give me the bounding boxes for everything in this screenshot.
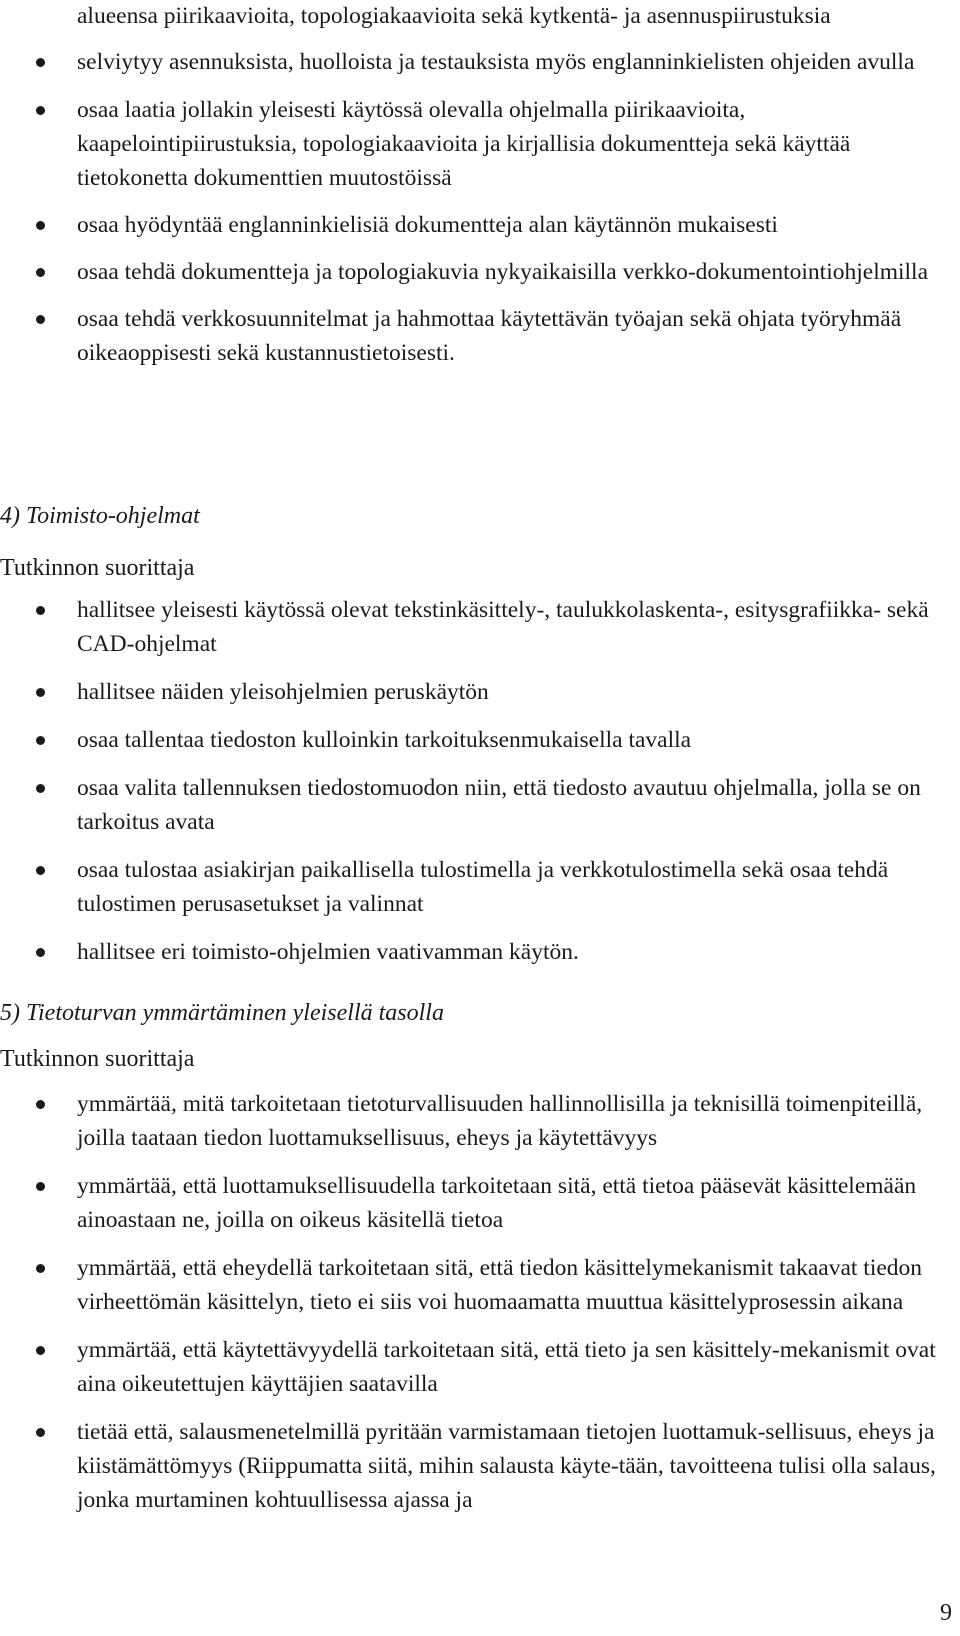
bullet-icon (36, 106, 45, 115)
bullet-icon (36, 221, 45, 230)
list-item (0, 1169, 945, 1237)
section-4-bullet-list (0, 593, 945, 969)
section-5-bullet-list (0, 1087, 945, 1517)
bullet-icon (36, 688, 45, 697)
list-item (0, 723, 945, 757)
list-item-text: osaa valita tallennuksen tiedostomuodon niin, että tiedosto avautuu ohjelmalla, jolla se on tarkoitus avata (77, 775, 921, 835)
list-item-text: osaa tehdä verkkosuunnitelmat ja hahmottaa käytettävän työajan sekä ohjata työryhmää oikeaoppisesti sekä kustannustietoisesti. (77, 306, 902, 366)
bullet-icon (36, 1428, 45, 1437)
list-item-text: selviytyy asennuksista, huolloista ja testauksista myös englanninkielisten ohjeiden avulla (77, 49, 915, 75)
list-item (0, 0, 945, 33)
bullet-icon (36, 1346, 45, 1355)
bullet-icon (36, 1100, 45, 1109)
list-item (0, 255, 945, 289)
bullet-icon (36, 866, 45, 875)
bullet-icon (36, 606, 45, 615)
list-item-text: hallitsee yleisesti käytössä olevat tekstinkäsittely-, taulukkolaskenta-, esitysgrafiikka- sekä CAD-ohjelmat (77, 597, 929, 657)
bullet-icon (36, 315, 45, 324)
list-item (0, 93, 945, 195)
list-item (0, 1087, 945, 1155)
list-item-text: tietää että, salausmenetelmillä pyritään varmistamaan tietojen luottamuk-sellisuus, eheys ja kiistämättömyys (Riippumatta siitä, mihin salausta käyte-tään, tavoitteena tulisi olla salaus, jonka murtaminen kohtuullisessa ajassa ja (77, 1419, 936, 1513)
bullet-icon (36, 58, 45, 67)
list-item (0, 593, 945, 661)
list-item (0, 1333, 945, 1401)
list-item-text: ymmärtää, että käytettävyydellä tarkoitetaan sitä, että tieto ja sen käsittely-mekanismit ovat aina oikeutettujen käyttäjien saatavilla (77, 1337, 936, 1397)
list-item-text: hallitsee eri toimisto-ohjelmien vaativamman käytön. (77, 939, 579, 965)
list-item (0, 1251, 945, 1319)
list-item-text: osaa tulostaa asiakirjan paikallisella tulostimella ja verkkotulostimella sekä osaa tehdä tulostimen perusasetukset ja valinnat (77, 857, 889, 917)
list-item-text: osaa hyödyntää englanninkielisiä dokumentteja alan käytännön mukaisesti (77, 212, 778, 238)
list-item-text: ymmärtää, että luottamuksellisuudella tarkoitetaan sitä, että tietoa pääsevät käsittelemään ainoastaan ne, joilla on oikeus käsitellä tietoa (77, 1173, 917, 1233)
section-5-subheading: Tutkinnon suorittaja (0, 1046, 195, 1072)
list-item-text: osaa tehdä dokumentteja ja topologiakuvia nykyaikaisilla verkko-dokumentointiohjelmilla (77, 259, 929, 285)
list-item (0, 935, 945, 969)
list-item (0, 45, 945, 79)
bullet-icon (36, 784, 45, 793)
section-4-heading: 4) Toimisto-ohjelmat (0, 503, 200, 529)
list-item (0, 302, 945, 370)
list-item (0, 675, 945, 709)
continued-bullet-list (0, 0, 945, 370)
bullet-icon (36, 268, 45, 277)
list-item (0, 1415, 945, 1517)
section-4-subheading: Tutkinnon suorittaja (0, 555, 195, 581)
bullet-icon (36, 1264, 45, 1273)
list-item-text: ymmärtää, mitä tarkoitetaan tietoturvallisuuden hallinnollisilla ja teknisillä toimenpiteillä, joilla taataan tiedon luottamuksellisuus, eheys ja käytettävyys (77, 1091, 923, 1151)
list-item-text: alueensa piirikaavioita, topologiakaavioita sekä kytkentä- ja asennuspiirustuksia (77, 3, 831, 29)
list-item-text: osaa tallentaa tiedoston kulloinkin tarkoituksenmukaisella tavalla (77, 727, 692, 753)
list-item-text: hallitsee näiden yleisohjelmien peruskäytön (77, 679, 489, 705)
list-item-text: ymmärtää, että eheydellä tarkoitetaan sitä, että tiedon käsittelymekanismit takaavat tiedon virheettömän käsittelyn, tieto ei siis voi huomaamatta muuttua käsittelyprosessin aikana (77, 1255, 923, 1315)
list-item (0, 853, 945, 921)
list-item-text: osaa laatia jollakin yleisesti käytössä olevalla ohjelmalla piirikaavioita, kaapelointipiirustuksia, topologiakaavioita ja kirjallisia dokumentteja sekä käyttää tietokonetta dokumenttien muutostöissä (77, 97, 851, 191)
bullet-icon (36, 948, 45, 957)
page-number: 9 (940, 1600, 952, 1626)
list-item (0, 771, 945, 839)
bullet-icon (36, 736, 45, 745)
bullet-icon (36, 1182, 45, 1191)
section-5-heading: 5) Tietoturvan ymmärtäminen yleisellä tasolla (0, 1000, 444, 1026)
list-item (0, 208, 945, 242)
